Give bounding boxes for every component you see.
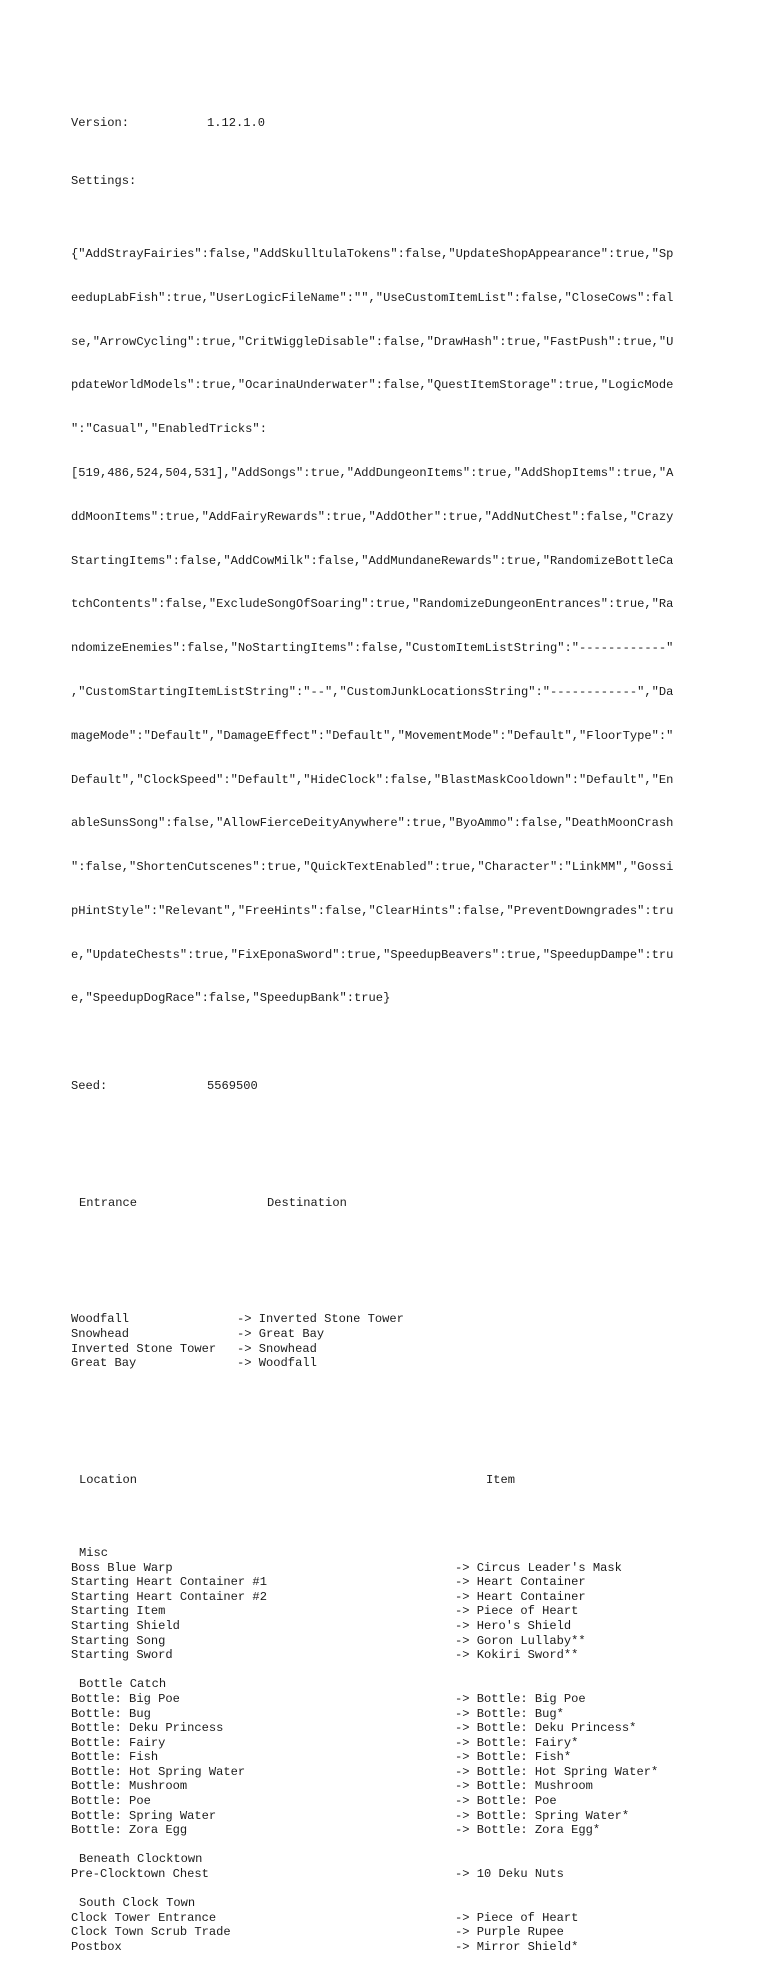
location-row: [71, 1590, 701, 1605]
location-name: Bottle: Fish: [71, 1750, 159, 1765]
location-row: [71, 1823, 701, 1838]
entrance-source: Inverted Stone Tower: [71, 1341, 217, 1356]
location-row: [71, 1809, 701, 1824]
location-row: [71, 1911, 701, 1926]
arrow-text: ->: [455, 1867, 470, 1882]
location-row: [71, 1867, 701, 1882]
arrow-text: ->: [455, 1648, 470, 1663]
arrow-text: ->: [455, 1910, 470, 1925]
arrow-text: ->: [455, 1560, 470, 1575]
entrance-header: [71, 1196, 701, 1211]
location-name: Clock Tower Entrance: [71, 1910, 217, 1925]
location-row: [71, 1692, 701, 1707]
location-row: [71, 1561, 701, 1576]
version-label: Version:: [71, 115, 130, 130]
seed-value: 5569500: [207, 1078, 258, 1093]
entrance-row: [71, 1356, 701, 1371]
location-name: Bottle: Spring Water: [71, 1808, 217, 1823]
settings-line: {"AddStrayFairies":false,"AddSkulltulaTokens":false,"UpdateShopAppearance":true,"Sp: [71, 247, 674, 262]
arrow-text: ->: [455, 1823, 470, 1838]
spacer: [71, 1137, 701, 1152]
location-name: Bottle: Deku Princess: [71, 1721, 224, 1736]
arrow-text: ->: [455, 1589, 470, 1604]
spacer: [71, 1838, 701, 1853]
arrow-text: ->: [455, 1706, 470, 1721]
settings-line: e,"UpdateChests":true,"FixEponaSword":true,"SpeedupBeavers":true,"SpeedupDampe":tru: [71, 947, 674, 962]
item-name: Piece of Heart: [476, 1604, 579, 1619]
location-row: [71, 1575, 701, 1590]
entrance-list: [71, 1312, 701, 1370]
item-name: Piece of Heart: [476, 1910, 579, 1925]
item-name: Bottle: Deku Princess*: [476, 1721, 637, 1736]
item-name: Heart Container: [476, 1575, 586, 1590]
settings-line: pHintStyle":"Relevant","FreeHints":false,"ClearHints":false,"PreventDowngrades":tru: [71, 903, 674, 918]
settings-json: [71, 218, 701, 1035]
arrow-text: ->: [455, 1794, 470, 1809]
settings-line: ,"CustomStartingItemListString":"--","CustomJunkLocationsString":"------------","Da: [71, 684, 674, 699]
location-sections: [71, 1531, 701, 1954]
settings-line: ":"Casual","EnabledTricks":: [71, 422, 267, 437]
arrow-text: ->: [455, 1750, 470, 1765]
item-name: Mirror Shield*: [476, 1940, 579, 1954]
location-row: [71, 1794, 701, 1809]
location-name: Bottle: Hot Spring Water: [71, 1764, 246, 1779]
arrow-text: ->: [455, 1779, 470, 1794]
item-name: Bottle: Fairy*: [476, 1735, 579, 1750]
item-name: Purple Rupee: [476, 1925, 564, 1940]
location-name: Bottle: Zora Egg: [71, 1823, 188, 1838]
section-title: Beneath Clocktown: [79, 1852, 203, 1867]
location-row: [71, 1925, 701, 1940]
arrow-text: ->: [237, 1312, 252, 1327]
entrance-row: [71, 1312, 701, 1327]
spacer: [71, 1531, 701, 1546]
location-name: Starting Sword: [71, 1648, 173, 1663]
item-name: 10 Deku Nuts: [476, 1867, 564, 1882]
location-row: [71, 1765, 701, 1780]
spacer: [71, 1415, 701, 1430]
location-name: Bottle: Bug: [71, 1706, 151, 1721]
entrance-destination: Inverted Stone Tower: [258, 1312, 404, 1327]
location-row: [71, 1634, 701, 1649]
seed-line: [71, 1079, 701, 1094]
spoiler-log-document: [71, 72, 701, 1984]
entrance-source: Snowhead: [71, 1327, 130, 1342]
location-name: Starting Item: [71, 1604, 166, 1619]
arrow-text: ->: [237, 1341, 252, 1356]
settings-line: se,"ArrowCycling":true,"CritWiggleDisable":false,"DrawHash":true,"FastPush":true,"U: [71, 334, 674, 349]
settings-line: ":false,"ShortenCutscenes":true,"QuickTextEnabled":true,"Character":"LinkMM","Gossi: [71, 860, 674, 875]
arrow-text: ->: [455, 1618, 470, 1633]
item-name: Bottle: Fish*: [476, 1750, 572, 1765]
location-name: Postbox: [71, 1940, 122, 1954]
location-row: [71, 1619, 701, 1634]
item-name: Bottle: Poe: [476, 1794, 557, 1809]
spacer: [71, 1254, 701, 1269]
location-name: Starting Shield: [71, 1618, 180, 1633]
arrow-text: ->: [455, 1691, 470, 1706]
entrance-row: [71, 1327, 701, 1342]
item-name: Heart Container: [476, 1589, 586, 1604]
arrow-text: ->: [455, 1940, 470, 1954]
location-name: Pre-Clocktown Chest: [71, 1867, 209, 1882]
section-title: South Clock Town: [79, 1896, 196, 1911]
location-name: Bottle: Poe: [71, 1794, 151, 1809]
spacer: [71, 1663, 701, 1678]
location-row: [71, 1779, 701, 1794]
entrance-destination: Woodfall: [258, 1356, 317, 1371]
arrow-text: ->: [237, 1327, 252, 1342]
settings-line: [519,486,524,504,531],"AddSongs":true,"AddDungeonItems":true,"AddShopItems":true,"A: [71, 466, 674, 481]
settings-line: e,"SpeedupDogRace":false,"SpeedupBank":true}: [71, 991, 391, 1006]
location-row: [71, 1940, 701, 1955]
settings-line: Default","ClockSpeed":"Default","HideClock":false,"BlastMaskCooldown":"Default","En: [71, 772, 674, 787]
version-value: 1.12.1.0: [207, 115, 266, 130]
location-name: Starting Heart Container #2: [71, 1589, 267, 1604]
version-line: [71, 116, 701, 131]
location-name: Starting Heart Container #1: [71, 1575, 267, 1590]
settings-line: ndomizeEnemies":false,"NoStartingItems":false,"CustomItemListString":"------------": [71, 641, 674, 656]
settings-line: eedupLabFish":true,"UserLogicFileName":"","UseCustomItemList":false,"CloseCows":fal: [71, 290, 674, 305]
location-name: Boss Blue Warp: [71, 1560, 173, 1575]
entrance-source: Great Bay: [71, 1356, 137, 1371]
item-name: Hero's Shield: [476, 1618, 572, 1633]
location-name: Starting Song: [71, 1633, 166, 1648]
item-name: Bottle: Spring Water*: [476, 1808, 630, 1823]
location-name: Bottle: Fairy: [71, 1735, 166, 1750]
entrance-destination: Snowhead: [258, 1341, 317, 1356]
settings-line: tchContents":false,"ExcludeSongOfSoaring":true,"RandomizeDungeonEntrances":true,"Ra: [71, 597, 674, 612]
location-name: Bottle: Big Poe: [71, 1691, 180, 1706]
seed-label: Seed:: [71, 1078, 108, 1093]
entrance-source: Woodfall: [71, 1312, 130, 1327]
arrow-text: ->: [455, 1575, 470, 1590]
location-header: [71, 1473, 701, 1488]
location-name: Bottle: Mushroom: [71, 1779, 188, 1794]
entrance-row: [71, 1342, 701, 1357]
arrow-text: ->: [237, 1356, 252, 1371]
location-row: [71, 1736, 701, 1751]
item-name: Bottle: Zora Egg*: [476, 1823, 601, 1838]
spacer: [71, 1882, 701, 1897]
location-row: [71, 1721, 701, 1736]
item-name: Bottle: Mushroom: [476, 1779, 593, 1794]
location-row: [71, 1648, 701, 1663]
item-name: Bottle: Hot Spring Water*: [476, 1764, 659, 1779]
arrow-text: ->: [455, 1925, 470, 1940]
location-name: Clock Town Scrub Trade: [71, 1925, 231, 1940]
settings-line: pdateWorldModels":true,"OcarinaUnderwater":false,"QuestItemStorage":true,"LogicMode: [71, 378, 674, 393]
arrow-text: ->: [455, 1808, 470, 1823]
item-column-header: Item: [486, 1473, 516, 1487]
destination-column-header: Destination: [267, 1195, 347, 1210]
location-column-header: Location: [79, 1473, 138, 1487]
entrance-destination: Great Bay: [258, 1327, 325, 1342]
settings-line: mageMode":"Default","DamageEffect":"Default","MovementMode":"Default","FloorType":": [71, 728, 674, 743]
settings-line: ddMoonItems":true,"AddFairyRewards":true,"AddOther":true,"AddNutChest":false,"Crazy: [71, 509, 674, 524]
item-name: Kokiri Sword**: [476, 1648, 579, 1663]
location-row: [71, 1604, 701, 1619]
item-name: Bottle: Big Poe: [476, 1691, 586, 1706]
item-name: Circus Leader's Mask: [476, 1560, 622, 1575]
section-title: Bottle Catch: [79, 1677, 167, 1692]
arrow-text: ->: [455, 1604, 470, 1619]
location-row: [71, 1707, 701, 1722]
settings-line: ableSunsSong":false,"AllowFierceDeityAnywhere":true,"ByoAmmo":false,"DeathMoonCrash: [71, 816, 674, 831]
settings-label: Settings:: [71, 174, 137, 189]
entrance-column-header: Entrance: [79, 1195, 138, 1210]
location-row: [71, 1750, 701, 1765]
arrow-text: ->: [455, 1764, 470, 1779]
section-title: Misc: [79, 1545, 109, 1560]
arrow-text: ->: [455, 1735, 470, 1750]
arrow-text: ->: [455, 1633, 470, 1648]
item-name: Bottle: Bug*: [476, 1706, 564, 1721]
item-name: Goron Lullaby**: [476, 1633, 586, 1648]
arrow-text: ->: [455, 1721, 470, 1736]
settings-line: StartingItems":false,"AddCowMilk":false,"AddMundaneRewards":true,"RandomizeBottleCa: [71, 553, 674, 568]
